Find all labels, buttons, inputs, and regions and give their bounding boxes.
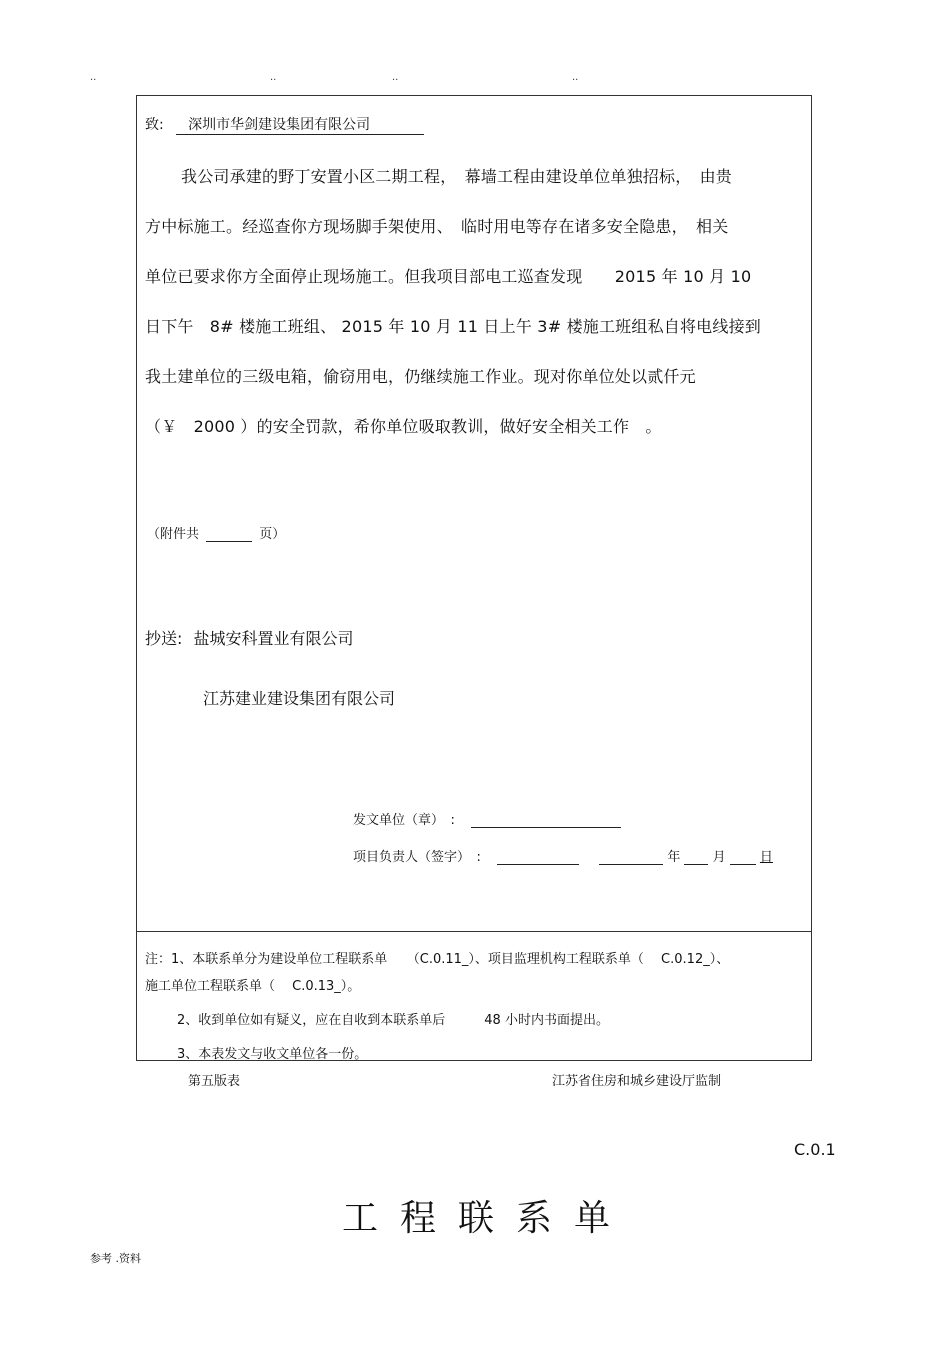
date-year-blank[interactable] bbox=[599, 864, 663, 865]
body-line-2: 方中标施工。经巡查你方现场脚手架使用、 临时用电等存在诸多安全隐患， 相关 bbox=[145, 217, 729, 236]
salutation bbox=[145, 114, 424, 135]
form-title: 工程联系单 bbox=[342, 1198, 633, 1239]
body-line-3: 单位已要求你方全面停止现场施工。但我项目部电工巡查发现 2015 年 10 月 10 bbox=[145, 267, 752, 286]
body-line-4: 日下午 8# 楼施工班组、 2015 年 10 月 11 日上午 3# 楼施工班组私自将电线接到 bbox=[145, 317, 761, 336]
month-label: 月 bbox=[712, 850, 726, 865]
recipient-company: 深圳市华剑建设集团有限公司 bbox=[176, 114, 424, 135]
cc-company-1: 盐城安科置业有限公司 bbox=[193, 629, 354, 648]
supervisor-label: 江苏省住房和城乡建设厅监制 bbox=[552, 1074, 722, 1089]
issuer-line bbox=[353, 809, 621, 828]
issuer-seal-blank[interactable] bbox=[471, 827, 621, 828]
reference-label: 参考 .资料 bbox=[90, 1252, 141, 1265]
attachment-suffix: 页） bbox=[259, 527, 286, 542]
note-line-4: 3、本表发文与收文单位各一份。 bbox=[177, 1047, 368, 1062]
body-line-5: 我土建单位的三级电箱，偷窃用电，仍继续施工作业。现对你单位处以贰仟元 bbox=[145, 367, 696, 386]
issuer-label: 发文单位（章） : bbox=[353, 813, 455, 828]
attachment-prefix: （附件共 bbox=[147, 527, 200, 542]
body-line-6: （￥ 2000 ）的安全罚款，希你单位吸取教训，做好安全相关工作 。 bbox=[145, 417, 662, 436]
date-day-blank[interactable] bbox=[730, 864, 756, 865]
salutation-prefix: 致: bbox=[145, 117, 164, 133]
date-month-blank[interactable] bbox=[684, 864, 708, 865]
manager-signature-blank[interactable] bbox=[497, 864, 579, 865]
note-line-3: 2、收到单位如有疑义，应在自收到本联系单后 48 小时内书面提出。 bbox=[177, 1013, 609, 1028]
contact-form bbox=[136, 95, 812, 1061]
cc-line-1 bbox=[145, 626, 354, 649]
header-dot-1: .. bbox=[90, 72, 97, 83]
header-dot-4: .. bbox=[572, 72, 579, 83]
form-code: C.0.1 bbox=[794, 1140, 836, 1159]
body-line-1: 我公司承建的野丁安置小区二期工程， 幕墙工程由建设单位单独招标， 由贵 bbox=[181, 167, 733, 186]
day-label: 日 bbox=[759, 850, 773, 865]
header-dot-3: .. bbox=[392, 72, 399, 83]
notes-divider bbox=[137, 931, 811, 932]
cc-company-2: 江苏建业建设集团有限公司 bbox=[203, 689, 396, 708]
attachment-count-blank[interactable] bbox=[206, 541, 252, 542]
edition-label: 第五版表 bbox=[188, 1074, 241, 1089]
manager-line bbox=[353, 846, 773, 865]
note-line-2: 施工单位工程联系单（ C.0.13_）。 bbox=[145, 979, 361, 994]
cc-label: 抄送: bbox=[145, 629, 183, 648]
manager-label: 项目负责人（签字） : bbox=[353, 850, 481, 865]
attachment-line bbox=[147, 523, 285, 542]
header-dot-2: .. bbox=[270, 72, 277, 83]
note-line-1: 注：1、本联系单分为建设单位工程联系单 （C.0.11_）、项目监理机构工程联系单（ C.0.12_）、 bbox=[145, 952, 730, 967]
year-label: 年 bbox=[667, 850, 681, 865]
